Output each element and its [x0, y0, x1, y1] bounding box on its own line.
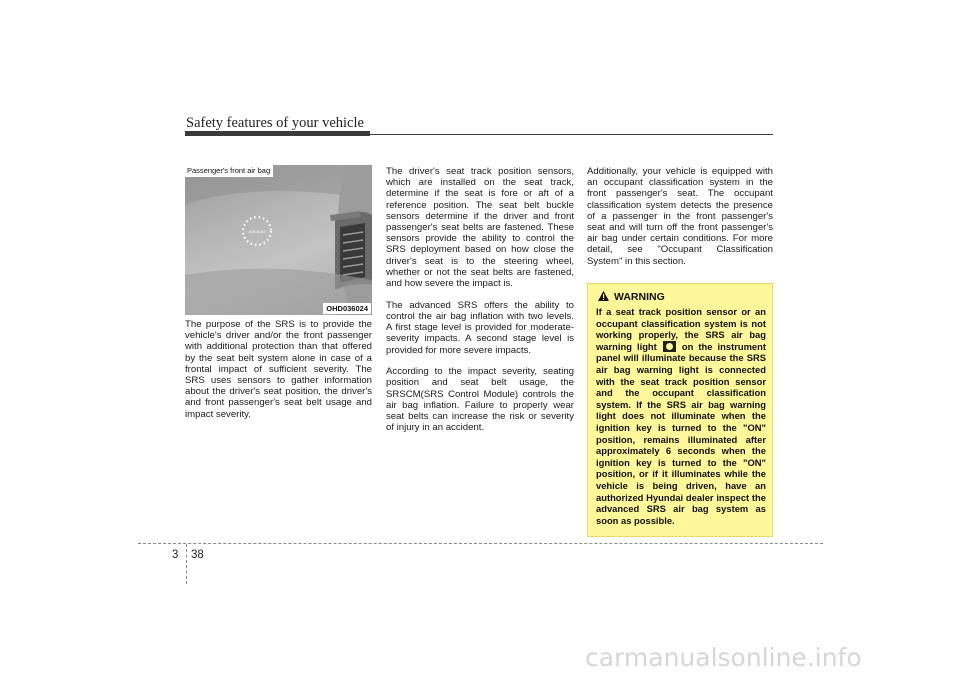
warning-text-part-1: If a seat track position sensor or an occupant classification system is not working properly, the SRS air bag warning light: [596, 306, 766, 352]
watermark: carmanualsonline.info: [585, 643, 862, 672]
airbag-figure: [185, 165, 372, 315]
header-rule: [185, 134, 773, 135]
airbag-warning-icon: [663, 341, 676, 352]
svg-text:AIR BAG: AIR BAG: [248, 229, 266, 234]
warning-text-part-2: on the instrument panel will illuminate because the SRS air bag warning light is connected with the seat track position sensor and the occupant classification system. If the SRS air bag warning light does not illuminate when the ignition key is turned to the "ON" position, remains illuminated after approximately 6 seconds when the ignition key is turned to the "ON" position, or if it illuminates while the vehicle is being driven, have an authorized Hyundai dealer inspect the advanced SRS air bag system as soon as possible.: [596, 340, 766, 526]
footer-vertical-divider: [186, 544, 187, 584]
warning-box: [587, 283, 773, 537]
col3-paragraph: Additionally, your vehicle is equipped with an occupant classification system in the front passenger's seat. The occupant classification system detects the presence of a passenger in the front passenger's seat and will turn off the front passenger's air bag under certain conditions. For more detail, see "Occupant Classification System" in this section.: [587, 166, 773, 267]
footer-divider: [138, 543, 823, 544]
column-2: [386, 166, 574, 444]
page-number: 38: [191, 549, 204, 561]
column-1: [185, 319, 372, 430]
column-3: [587, 166, 773, 277]
warning-title: WARNING: [614, 291, 665, 303]
col2-paragraph-1: The driver's seat track position sensors, which are installed on the seat track, determine if the seat is fore or aft of a reference position. The seat belt buckle sensors determine if the driver and front passenger's seat belts are fastened. These sensors provide the ability to control the SRS deployment based on how close the driver's seat is to the steering wheel, whether or not the seat belts are fastened, and how severe the impact is.: [386, 166, 574, 290]
figure-caption: Passenger's front air bag: [185, 165, 273, 177]
section-number: 3: [172, 549, 179, 561]
warning-triangle-icon: [598, 291, 609, 304]
col2-paragraph-3: According to the impact severity, seating position and seat belt usage, the SRSCM(SRS Control Module) controls the air bag inflation. Failure to properly wear seat belts can increase the risk or severity of injury in an accident.: [386, 366, 574, 434]
figure-code: OHD036024: [323, 303, 371, 314]
warning-text: [596, 306, 766, 526]
col1-paragraph: The purpose of the SRS is to provide the vehicle's driver and/or the front passenger with additional protection than that offered by the seat belt system alone in case of a frontal impact of sufficient severity. The SRS uses sensors to gather information about the driver's seat position, the driver's and front passenger's seat belt usage and impact severity.: [185, 319, 372, 420]
warning-heading: [598, 291, 665, 304]
col2-paragraph-2: The advanced SRS offers the ability to control the air bag inflation with two levels. A first stage level is provided for moderate-severity impacts. A second stage level is provided for more severe impacts.: [386, 299, 574, 356]
dashboard-airbag-illustration: [185, 165, 372, 315]
page-header-title: Safety features of your vehicle: [186, 115, 364, 131]
